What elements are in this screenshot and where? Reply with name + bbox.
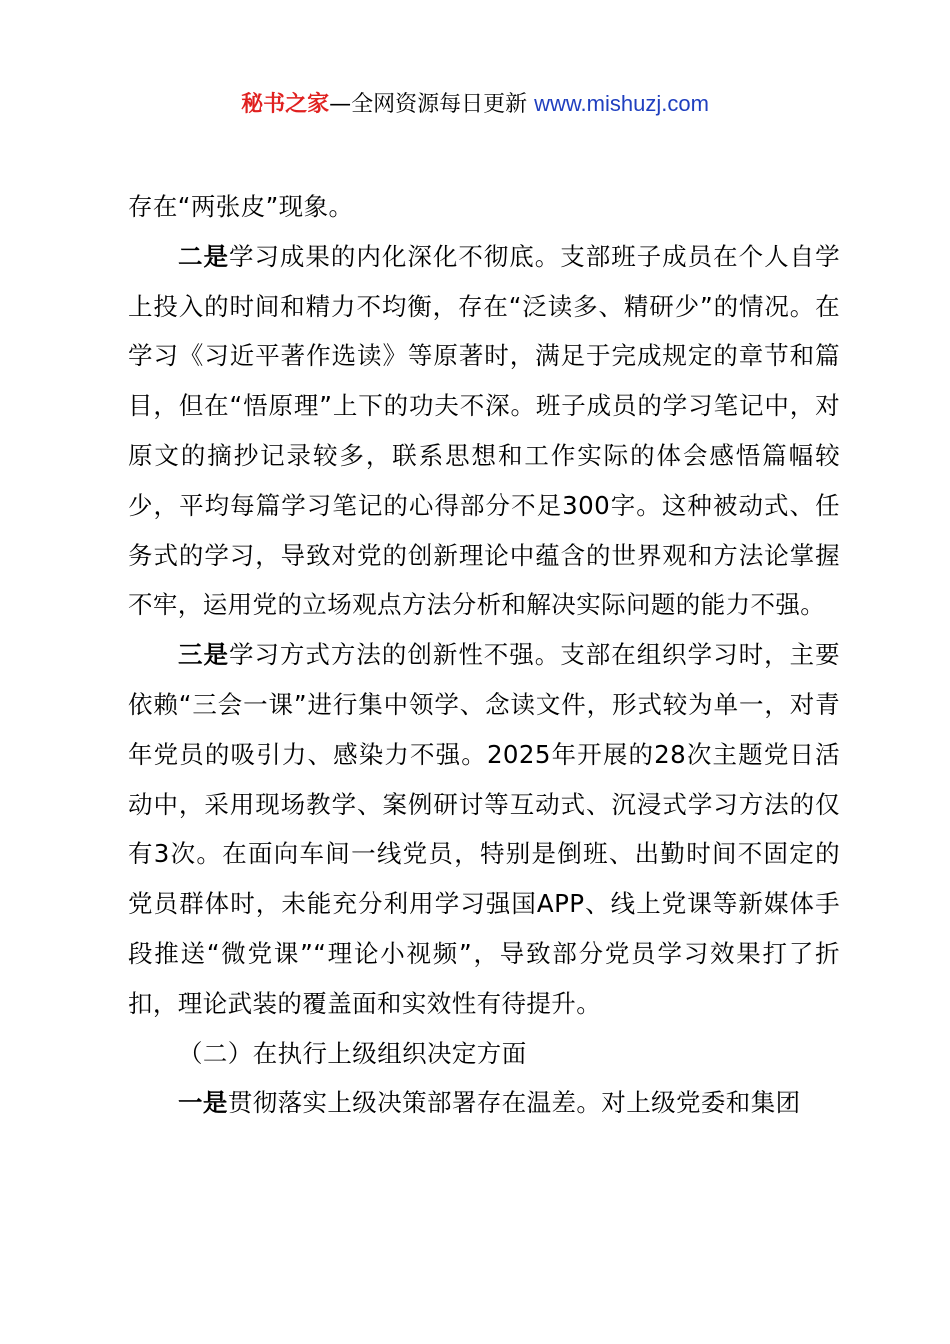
header-tagline: —全网资源每日更新 bbox=[329, 92, 535, 117]
paragraph-lead: 二是 bbox=[178, 241, 229, 271]
brand-name: 秘书之家 bbox=[241, 92, 330, 117]
paragraph-point-two bbox=[128, 232, 840, 630]
page-header bbox=[0, 88, 950, 121]
section-heading-text: （二）在执行上级组织决定方面 bbox=[178, 1038, 527, 1068]
paragraph-lead: 一是 bbox=[178, 1088, 228, 1118]
website-link[interactable]: www.mishuzj.com bbox=[534, 91, 709, 116]
section-heading bbox=[128, 1029, 840, 1079]
paragraph-text: 学习方式方法的创新性不强。支部在组织学习时，主要依赖“三会一课”进行集中领学、念读文件，形式较为单一，对青年党员的吸引力、感染力不强。2025年开展的28次主题党日活动中，采用现场教学、案例研讨等互动式、沉浸式学习方法的仅有3次。在面向车间一线党员，特别是倒班、出勤时间不固定的党员群体时，未能充分利用学习强国APP、线上党课等新媒体手段推送“微党课”“理论小视频”，导致部分党员学习效果打了折扣，理论武装的覆盖面和实效性有待提升。 bbox=[128, 640, 840, 1018]
paragraph-point-three bbox=[128, 630, 840, 1028]
document-body bbox=[128, 182, 840, 1128]
paragraph-point-one bbox=[128, 1078, 840, 1128]
paragraph-lead: 三是 bbox=[178, 640, 229, 670]
paragraph-text: 贯彻落实上级决策部署存在温差。对上级党委和集团 bbox=[227, 1088, 801, 1118]
paragraph-text: 学习成果的内化深化不彻底。支部班子成员在个人自学上投入的时间和精力不均衡，存在“泛读多、精研少”的情况。在学习《习近平著作选读》等原著时，满足于完成规定的章节和篇目，但在“悟原理”上下的功夫不深。班子成员的学习笔记中，对原文的摘抄记录较多，联系思想和工作实际的体会感悟篇幅较少，平均每篇学习笔记的心得部分不足300字。这种被动式、任务式的学习，导致对党的创新理论中蕴含的世界观和方法论掌握不牢，运用党的立场观点方法分析和解决实际问题的能力不强。 bbox=[128, 241, 840, 620]
paragraph-text: 存在“两张皮”现象。 bbox=[128, 192, 354, 221]
paragraph-continuation bbox=[128, 182, 840, 232]
